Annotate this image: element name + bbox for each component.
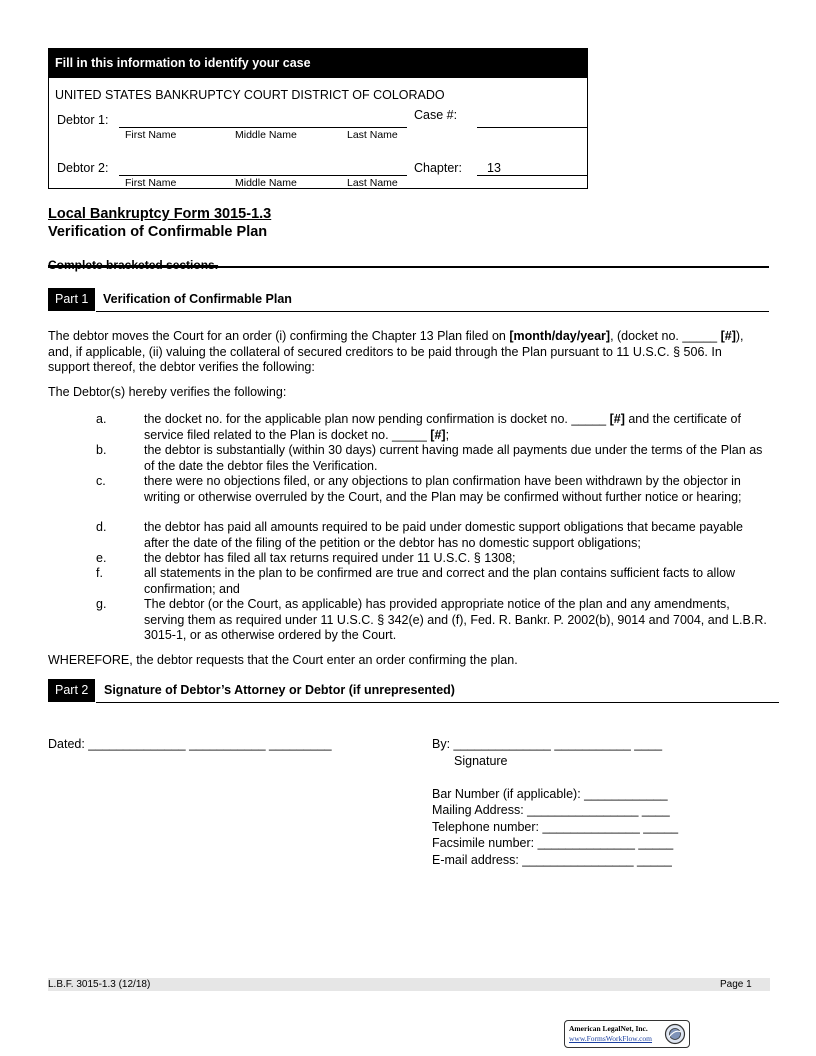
item-c-letter: c. bbox=[96, 474, 106, 488]
chapter-label: Chapter: bbox=[414, 161, 462, 175]
debtor2-first-name-label: First Name bbox=[125, 177, 177, 189]
court-name: UNITED STATES BANKRUPTCY COURT DISTRICT OF COLORADO bbox=[55, 88, 445, 102]
debtor1-middle-name-label: Middle Name bbox=[235, 129, 297, 141]
intro-text-3: ), and, if applicable, (ii) valuing the collateral of secured creditors to be paid through the Plan pursuant to 11 U.S.C. § 506. In support thereof, the debtor verifies the following: bbox=[48, 329, 744, 374]
intro-date-placeholder: [month/day/year] bbox=[509, 329, 611, 343]
footer-page-number: Page 1 bbox=[720, 979, 752, 990]
debtor1-name-field[interactable] bbox=[119, 127, 407, 128]
mailing-address-field[interactable]: Mailing Address: ________________ ____ bbox=[432, 803, 670, 817]
debtor2-last-name-label: Last Name bbox=[347, 177, 398, 189]
part2-title: Signature of Debtor’s Attorney or Debtor (if unrepresented) bbox=[104, 683, 455, 697]
item-a-text-3: ; bbox=[445, 427, 450, 442]
part1-divider bbox=[96, 311, 769, 312]
item-a-text bbox=[144, 412, 770, 443]
instruction-divider bbox=[48, 266, 769, 268]
footer-form-id: L.B.F. 3015-1.3 (12/18) bbox=[48, 979, 151, 990]
item-d-text: the debtor has paid all amounts required to be paid under domestic support obligations that became payable after the date of the filing of the petition or the debtor has no domestic support obligations; bbox=[144, 520, 743, 550]
chapter-value: 13 bbox=[487, 161, 501, 175]
item-e-text: the debtor has filed all tax returns required under 11 U.S.C. § 1308; bbox=[144, 551, 516, 565]
item-g-text: The debtor (or the Court, as applicable) has provided appropriate notice of the plan and any amendments, serving them as required under 11 U.S.C. § 342(e) and (f), Fed. R. Bankr. P. 2002(b), 9014 and 7004, and L.B.R. 3015-1, or as otherwise ordered by the Court. bbox=[144, 597, 767, 642]
part1-tab: Part 1 bbox=[48, 288, 95, 311]
item-d-letter: d. bbox=[96, 520, 107, 534]
vendor-name: American LegalNet, Inc. bbox=[569, 1024, 648, 1033]
intro-docket-placeholder: [#] bbox=[720, 329, 736, 343]
part1-intro bbox=[48, 329, 766, 376]
chapter-field[interactable] bbox=[477, 175, 587, 176]
vendor-globe-icon bbox=[664, 1023, 686, 1045]
item-e-letter: e. bbox=[96, 551, 107, 565]
item-a-text-1: the docket no. for the applicable plan now pending confirmation is docket no. _____ bbox=[144, 412, 610, 426]
part2-tab: Part 2 bbox=[48, 679, 95, 702]
intro-text-2: , (docket no. _____ bbox=[610, 329, 718, 343]
intro-text-1: The debtor moves the Court for an order (i) confirming the Chapter 13 Plan filed on bbox=[48, 329, 510, 343]
vendor-url[interactable]: www.FormsWorkFlow.com bbox=[569, 1034, 653, 1043]
facsimile-field[interactable]: Facsimile number: ______________ _____ bbox=[432, 836, 674, 850]
debtor1-label: Debtor 1: bbox=[57, 113, 109, 127]
debtor1-first-name-label: First Name bbox=[125, 129, 177, 141]
form-title: Local Bankruptcy Form 3015-1.3 bbox=[48, 206, 272, 222]
debtor2-name-field[interactable] bbox=[119, 175, 407, 176]
case-number-label: Case #: bbox=[414, 108, 458, 122]
telephone-field[interactable]: Telephone number: ______________ _____ bbox=[432, 820, 679, 834]
item-b-text: the debtor is substantially (within 30 days) current having made all payments due under the terms of the Plan as of the date the debtor files the Verification. bbox=[144, 443, 763, 473]
item-f-letter: f. bbox=[96, 566, 103, 580]
item-a-docket-placeholder: [#] bbox=[609, 412, 625, 426]
item-g-letter: g. bbox=[96, 597, 107, 611]
dated-field[interactable]: Dated: ______________ ___________ _________ bbox=[48, 737, 332, 751]
item-b-letter: b. bbox=[96, 443, 107, 457]
item-c-text: there were no objections filed, or any objections to plan confirmation have been withdrawn by the objector in writing or otherwise overruled by the Court, and the Plan may be confirmed without further notice or hearing; bbox=[144, 474, 742, 504]
footer-bar bbox=[48, 978, 770, 991]
part1-title: Verification of Confirmable Plan bbox=[103, 292, 292, 306]
verifies-statement: The Debtor(s) hereby verifies the following: bbox=[48, 385, 287, 399]
bar-number-field[interactable]: Bar Number (if applicable): ____________ bbox=[432, 787, 668, 801]
debtor1-last-name-label: Last Name bbox=[347, 129, 398, 141]
case-number-field[interactable] bbox=[477, 127, 587, 128]
case-box-header: Fill in this information to identify your case bbox=[49, 49, 587, 78]
case-info-box bbox=[48, 48, 588, 189]
form-instruction: Complete bracketed sections. bbox=[48, 258, 219, 272]
form-subtitle: Verification of Confirmable Plan bbox=[48, 224, 268, 240]
item-f-text: all statements in the plan to be confirmed are true and correct and the plan contains sufficient facts to allow confirmation; and bbox=[144, 566, 736, 596]
debtor2-middle-name-label: Middle Name bbox=[235, 177, 297, 189]
by-signature-field[interactable]: By: ______________ ___________ ____ bbox=[432, 737, 663, 751]
item-a-letter: a. bbox=[96, 412, 107, 426]
debtor2-label: Debtor 2: bbox=[57, 161, 109, 175]
signature-label: Signature bbox=[454, 754, 508, 768]
item-a-text-2: and the certificate of service filed related to the Plan is docket no. _____ bbox=[144, 412, 741, 442]
part2-divider bbox=[96, 702, 779, 703]
email-field[interactable]: E-mail address: ________________ _____ bbox=[432, 853, 672, 867]
wherefore-statement: WHEREFORE, the debtor requests that the Court enter an order confirming the plan. bbox=[48, 653, 518, 667]
item-a-cos-placeholder: [#] bbox=[430, 427, 446, 442]
vendor-logo-box bbox=[564, 1020, 690, 1048]
